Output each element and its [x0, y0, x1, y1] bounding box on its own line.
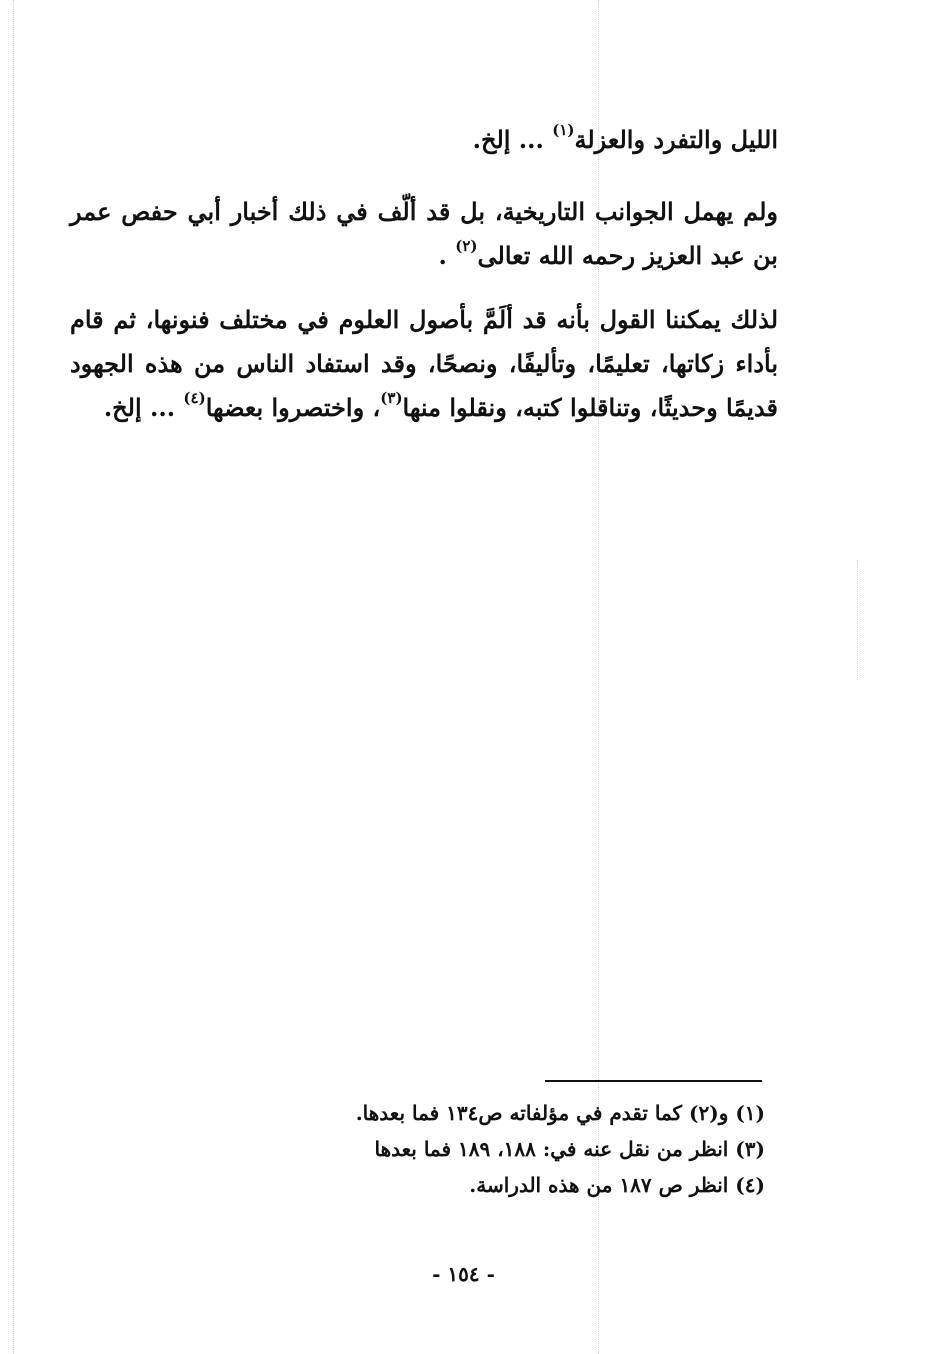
- footnote-3: (٤) انظر ص ١٨٧ من هذه الدراسة.: [469, 1173, 765, 1197]
- scan-artifact-line: [13, 0, 15, 1354]
- scan-artifact-line: [857, 560, 859, 680]
- footnote-ref-4: (٤): [183, 389, 206, 407]
- footnotes: [260, 1095, 765, 1203]
- body-text: [70, 118, 778, 450]
- footnote-1: (١) و(٢) كما تقدم في مؤلفاته ص١٣٤ فما بعدها.: [355, 1101, 765, 1125]
- footnote-ref-1: (١): [552, 121, 575, 139]
- footnote-ref-3: (٣): [380, 389, 403, 407]
- paragraph-1: الليل والتفرد والعزلة$^{(١)}$ ... إلخ.: [472, 121, 778, 154]
- paragraph-2: ولم يهمل الجوانب التاريخية، بل قد ألّف في ذلك أخبار أبي حفص عمر بن عبد العزيز رحمه الله تعالى$^{(٢)}$ .: [70, 197, 778, 270]
- page-number: - ١٥٤ -: [432, 1262, 495, 1286]
- footnote-ref-2: (٢): [455, 237, 478, 255]
- footnote-2: (٣) انظر من نقل عنه في: ١٨٨، ١٨٩ فما بعدها: [374, 1137, 765, 1161]
- footnote-separator: [545, 1080, 762, 1082]
- paragraph-3: لذلك يمكننا القول بأنه قد ألَمَّ بأصول العلوم في مختلف فنونها، ثم قام بأداء زكاتها، تعليمًا، وتأليفًا، ونصحًا، وقد استفاد الناس من هذه الجهود قديمًا وحديثًا، وتناقلوا كتبه، ونقلوا منها$^{(٣)}$، واختصروا بعضها$^{(٤)}$ ... إلخ.: [70, 305, 779, 422]
